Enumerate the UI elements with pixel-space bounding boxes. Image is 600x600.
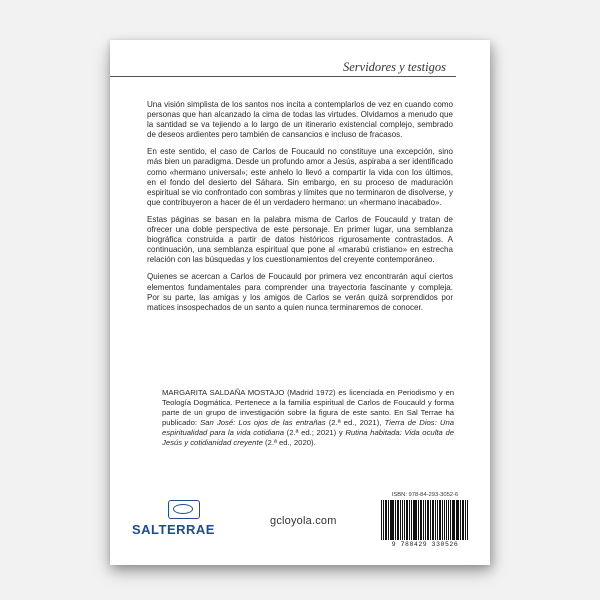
barcode-bar xyxy=(397,500,399,540)
barcode-bar xyxy=(383,500,384,540)
barcode-bar xyxy=(430,500,431,540)
barcode-bar xyxy=(458,500,459,540)
barcode-bar xyxy=(416,500,417,540)
book-edition: (2.ª ed., 2020). xyxy=(262,437,316,447)
barcode-bar xyxy=(413,500,416,540)
barcode-bar xyxy=(450,500,451,540)
author-bio-intro: MARGARITA SALDAÑA MOSTAJO (Madrid 1972) es licenciada en Periodismo y en Teología Dogmática. Pertenece a la familia espiritual de Carlos de Foucauld y forma parte de un grupo de investigación sobre la figura de este santo. En Sal Terrae ha publicado: xyxy=(162,388,454,427)
book-edition: (2.ª ed.; 2021) y xyxy=(284,427,346,437)
barcode-bar xyxy=(444,500,445,540)
barcode-bar xyxy=(465,500,466,540)
barcode xyxy=(380,492,470,552)
barcode-bar xyxy=(467,500,468,540)
salterrae-logo xyxy=(132,500,236,548)
barcode-bar xyxy=(418,500,419,540)
header-rule xyxy=(110,76,456,77)
isbn-label: ISBN: 978-84-293-3052-6 xyxy=(391,492,459,498)
synopsis-paragraph: Quienes se acercan a Carlos de Foucauld por primera vez encontrarán aquí ciertos elementos fundamentales para comprender una trayectoria fascinante y compleja. Por su parte, las amigas y los amigos de Carlos se verán quizá sorprendidos por matices insospechados de un santo a quien nunca terminaremos de conocer. xyxy=(147,272,453,312)
barcode-bar xyxy=(446,500,448,540)
barcode-bar xyxy=(404,500,406,540)
barcode-bar xyxy=(442,500,443,540)
barcode-number: 9 788429 330526 xyxy=(391,541,459,548)
synopsis-paragraph: En este sentido, el caso de Carlos de Foucauld no constituye una excepción, sino más bien un paradigma. Desde un profundo amor a Jesús, aspiraba a ser identificado como «hermano universal»; este anhelo lo llevó a compartir la vida con los últimos, en el fondo del desierto del Sáhara. Sin embargo, en su proceso de maduración espiritual se vio confrontado con sombras y límites que no terminaron de disolverse, y que contribuyeron a hacer de él un verdadero hermano: un «hermano inacabado». xyxy=(147,147,453,207)
barcode-bar xyxy=(411,500,412,540)
barcode-bar xyxy=(425,500,426,540)
barcode-bar xyxy=(437,500,438,540)
gcloyola-logo: gcloyola.com xyxy=(270,515,337,527)
book-back-cover xyxy=(110,40,490,565)
book-title: Tierra de Dios: Una espiritualidad para la vida cotidiana xyxy=(162,417,454,437)
barcode-bar xyxy=(439,500,441,540)
barcode-bar xyxy=(406,500,408,540)
synopsis xyxy=(147,100,453,320)
series-title: Servidores y testigos xyxy=(343,60,446,74)
book-edition: (2.ª ed., 2021), xyxy=(325,417,385,427)
barcode-bar xyxy=(427,500,429,540)
barcode-bar xyxy=(432,500,435,540)
barcode-bar xyxy=(448,500,449,540)
barcode-bar xyxy=(435,500,436,540)
barcode-bar xyxy=(409,500,410,540)
barcode-bar xyxy=(390,500,391,540)
barcode-bar xyxy=(420,500,422,540)
barcode-bars xyxy=(380,500,470,540)
barcode-bar xyxy=(423,500,424,540)
barcode-bar xyxy=(460,500,461,540)
barcode-bar xyxy=(462,500,464,540)
barcode-bar xyxy=(402,500,403,540)
barcode-bar xyxy=(400,500,401,540)
author-bio xyxy=(162,388,454,447)
book-title: Rutina habitada: Vida oculta de Jesús y cotidianidad creyente xyxy=(162,427,454,447)
synopsis-paragraph: Estas páginas se basan en la palabra misma de Carlos de Foucauld y tratan de ofrecer una doble perspectiva de este personaje. En primer lugar, una semblanza biográfica construida a partir de datos históricos rigurosamente contrastados. A continuación, una semblanza espiritual que pone al «marabú cristiano» en estrecha relación con las búsquedas y los cuestionamientos del creyente contemporáneo. xyxy=(147,214,453,265)
barcode-bar xyxy=(456,500,458,540)
salterrae-emblem-icon xyxy=(168,500,200,519)
barcode-bar xyxy=(391,500,394,540)
barcode-bar xyxy=(395,500,396,540)
barcode-bar xyxy=(381,500,382,540)
barcode-bar xyxy=(452,500,455,540)
barcode-bar xyxy=(388,500,389,540)
publisher-name: SALTERRAE xyxy=(132,522,215,537)
book-title: San José: Los ojos de las entrañas xyxy=(200,417,326,427)
barcode-bar xyxy=(385,500,387,540)
synopsis-paragraph: Una visión simplista de los santos nos incita a contemplarlos de vez en cuando como personas que han alcanzado la cima de todas las virtudes. Olvidamos a menudo que la santidad se va tejiendo a lo largo de un itinerario existencial complejo, sembrado de deseos ardientes pero también de cansancios e incluso de fracasos. xyxy=(147,100,453,140)
